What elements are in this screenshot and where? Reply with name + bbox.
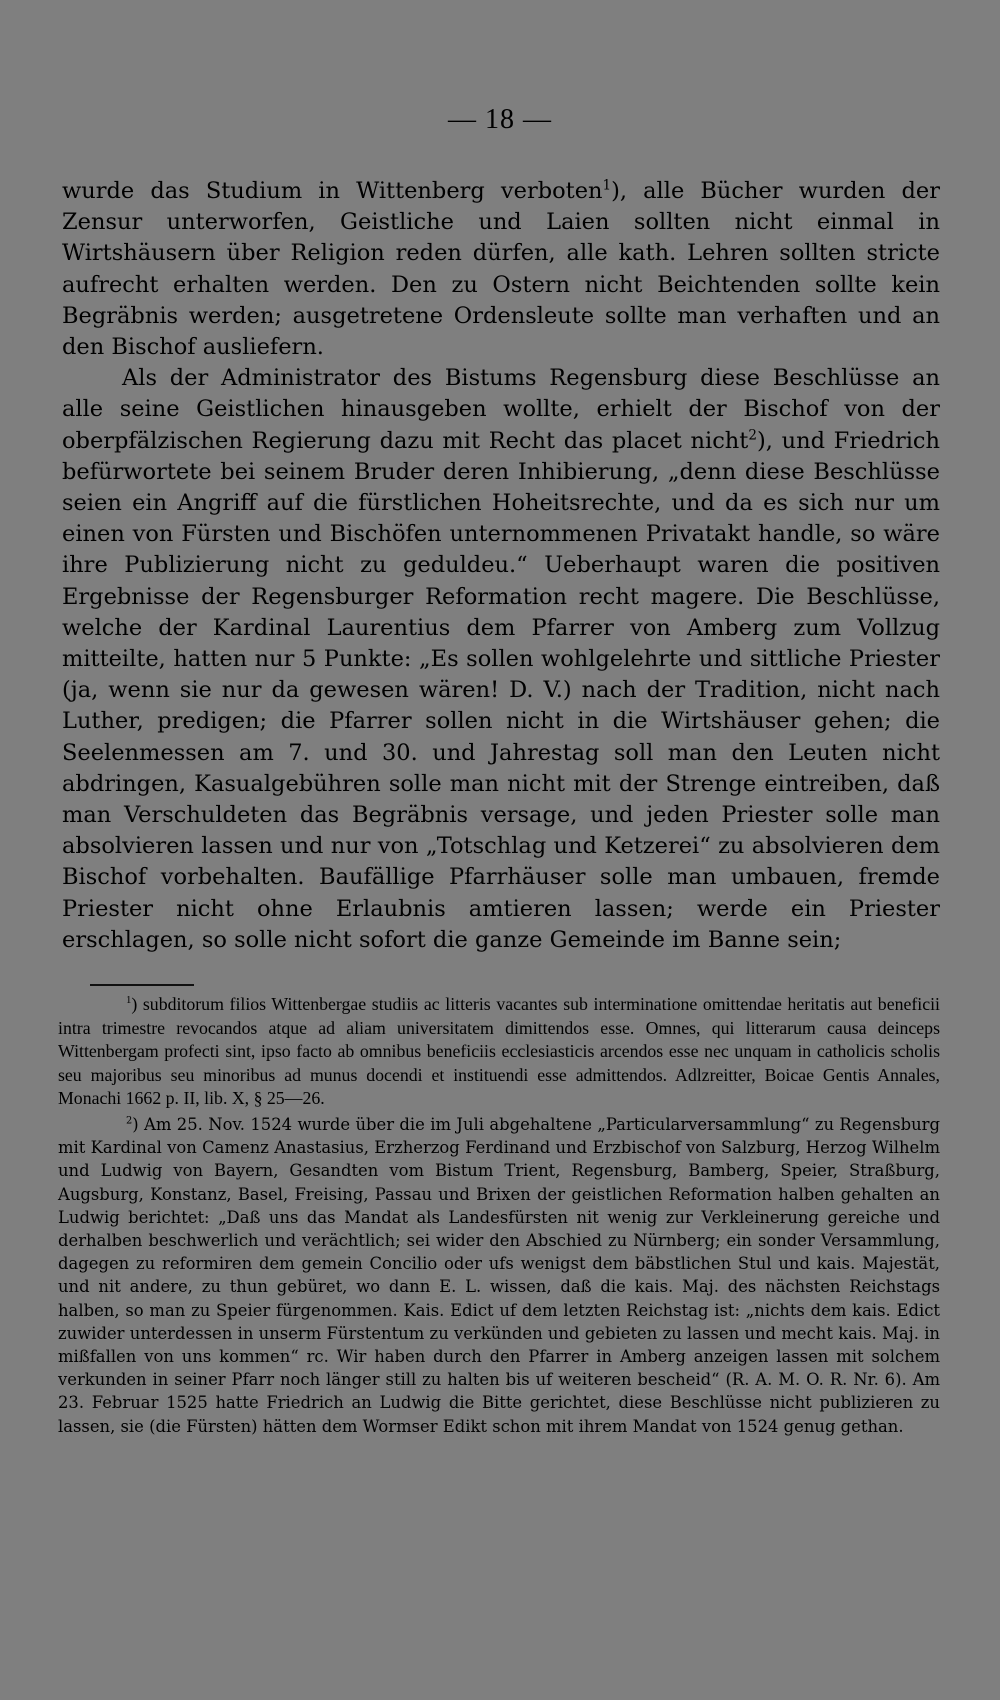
footnote-2-text: ) Am 25. Nov. 1524 wurde über die im Juli abgehaltene „Particularversammlung“ zu Regensburg mit Kardinal von Camenz Anastasius, Erzherzog Ferdinand und Erzbischof von Salzburg, Herzog Wilhelm und Ludwig von Bayern, Gesandten vom Bistum Trient, Regensburg, Bamberg, Speier, Straßburg, Augsburg, Konstanz, Basel, Freising, Passau und Brixen der geistlichen Reformation halben gehalten an Ludwig berichtet: „Daß uns das Mandat als Landesfürsten nit wenig zur Verkleinerung gereiche und derhalben beschwerlich und verächtlich; sei wider den Abschied zu Nürnberg; ein sonder Versammlung, dagegen zu reformiren dem gemein Concilio oder ufs wenigst dem bäbstlichen Stul und kais. Majestät, und nit andere, zu thun gebüret, wo dann E. L. wissen, daß die kais. Maj. des nächsten Reichstags halben, so man zu Speier fürgenommen. Kais. Edict uf dem letzten Reichstag ist: „nichts dem kais. Edict zuwider unterdessen in unserm Fürstentum zu verkünden und gebieten zu lassen und mecht kais. Maj. in mißfallen von uns kommen“ rc. Wir haben durch den Pfarrer in Amberg anzeigen lassen mit solchem verkunden in seiner Pfarr noch länger still zu halten bis uf weiteren bescheid“ (R. A. M. O. R. Nr. 6). Am 23. Februar 1525 hatte Friedrich an Ludwig die Bitte gerichtet, diese Beschlüsse nicht publizieren zu lassen, sie (die Fürsten) hätten dem Wormser Edikt schon mit ihrem Mandat von 1524 genug gethan. (58, 1114, 940, 1436)
paragraph-2-text-a: Als der Administrator des Bistums Regensburg diese Beschlüsse an alle seine Geistlichen hinausgeben wollte, erhielt der Bischof von der oberpfälzischen Regierung dazu mit Recht das placet nicht (62, 365, 940, 454)
footnote-2-mark: 2 (126, 1115, 133, 1127)
footnote-separator (90, 984, 194, 986)
footnote-1-mark: 1 (126, 994, 132, 1007)
paragraph-1 (62, 176, 940, 363)
footnote-2 (58, 1113, 940, 1438)
footnote-1-text: ) subditorum filios Wittenbergae studiis ac litteris vacantes sub interminatione omittendae heritatis aut beneficii intra trimestre revocandos atque ad aliam universitatem dimittendos esse. Omnes, qui litterarum causa deinceps Wittenbergam profecti sint, ipso facto ab omnibus beneficiis ecclesiasticis arcendos esse nec unquam in catholicis scholis seu majoribus seu minoribus ad munus docendi et instituendi esse admittendos. Adlzreitter, Boicae Gentis Annales, Monachi 1662 p. II, lib. X, § 25—26. (58, 994, 940, 1109)
main-text (62, 176, 940, 956)
paragraph-1-text-b: ), alle Bücher wurden der Zensur unterworfen, Geistliche und Laien sollten nicht einmal in Wirtshäusern über Religion reden dürfen, alle kath. Lehren sollten stricte aufrecht erhalten werden. Den zu Ostern nicht Beichtenden sollte kein Begräbnis werden; ausgetretene Ordensleute sollte man verhaften und an den Bischof ausliefern. (62, 178, 940, 361)
footnote-ref-2: 2 (748, 427, 757, 444)
footnote-ref-1: 1 (602, 177, 612, 194)
footnotes (58, 993, 940, 1438)
page-number: — 18 — (448, 104, 552, 135)
footnote-1 (58, 993, 940, 1111)
paragraph-2 (62, 363, 940, 956)
paragraph-2-text-b: ), und Friedrich befürwortete bei seinem Bruder deren Inhibierung, „denn diese Beschlüsse seien ein Angriff auf die fürstlichen Hoheitsrechte, und da es sich nur um einen von Fürsten und Bischöfen unternommenen Privatakt handle, so wäre ihre Publizierung nicht zu geduldeu.“ Ueberhaupt waren die positiven Ergebnisse der Regensburger Reformation recht magere. Die Beschlüsse, welche der Kardinal Laurentius dem Pfarrer von Amberg zum Vollzug mitteilte, hatten nur 5 Punkte: „Es sollen wohlgelehrte und sittliche Priester (ja, wenn sie nur da gewesen wären! D. V.) nach der Tradition, nicht nach Luther, predigen; die Pfarrer sollen nicht in die Wirtshäuser gehen; die Seelenmessen am 7. und 30. und Jahrestag soll man den Leuten nicht abdringen, Kasualgebühren solle man nicht mit der Strenge eintreiben, daß man Verschuldeten das Begräbnis versage, und jeden Priester solle man absolvieren lassen und nur von „Totschlag und Ketzerei“ zu absolvieren dem Bischof vorbehalten. Baufällige Pfarrhäuser solle man umbauen, fremde Priester nicht ohne Erlaubnis amtieren lassen; werde ein Priester erschlagen, so solle nicht sofort die ganze Gemeinde im Banne sein; (62, 427, 940, 953)
paragraph-1-text-a: wurde das Studium in Wittenberg verboten (62, 178, 603, 204)
